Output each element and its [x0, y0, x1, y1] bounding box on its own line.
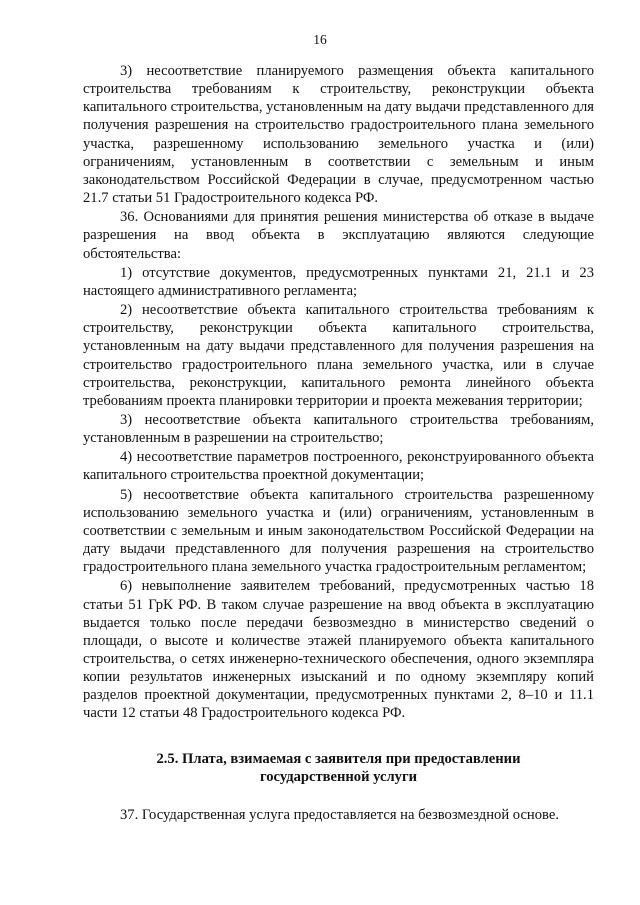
paragraph-item-6-requirements-part-18: 6) невыполнение заявителем требований, предусмотренных частью 18 статьи 51 ГрК РФ. В таком случае разрешение на ввод объекта в эксплуатацию выдается только после передачи безвозмездно в министерство сведений о площади, о высоте и количестве этажей планируемого объекта капитального строительства, о сетях инженерно-технического обеспечения, одного экземпляра копии результатов инженерных изысканий и по одному экземпляру копий разделов проектной документации, предусмотренных пунктами 2, 8–10 и 11.1 части 12 статьи 48 Градостроительного кодекса РФ. — [83, 578, 594, 722]
paragraph-item-3-noncompliance-permit: 3) несоответствие объекта капитального строительства требованиям, установленным в разрешении на строительство; — [83, 411, 594, 447]
paragraph-item-3-planned-placement: 3) несоответствие планируемого размещения объекта капитального строительства требованиям к строительству, реконструкции объекта капитального строительства, установленным на дату выдачи представленного для получения разрешения на строительство градостроительного плана земельного участка, разрешенному использованию земельного участка и (или) ограничениям, установленным в соответствии с земельным и иным законодательством Российской Федерации в случае, предусмотренном частью 21.7 статьи 51 Градостроительного кодекса РФ. — [83, 63, 594, 207]
paragraph-36-refusal-grounds: 36. Основаниями для принятия решения министерства об отказе в выдаче разрешения на ввод объекта в эксплуатацию являются следующие обстоятельства: — [83, 209, 594, 262]
paragraph-item-4-parameters: 4) несоответствие параметров построенного, реконструированного объекта капитального строительства проектной документации; — [83, 449, 594, 484]
paragraph-37-free-of-charge: 37. Государственная услуга предоставляется на безвозмездной основе. — [120, 806, 559, 823]
section-heading — [83, 750, 594, 787]
document-body — [83, 62, 594, 824]
section-heading-line-2: государственной услуги — [259, 769, 418, 786]
paragraph-item-2-noncompliance-requirements: 2) несоответствие объекта капитального строительства требованиям к строительству, реконструкции объекта капитального строительства, установленным на дату выдачи представленного для получения разрешения на строительство градостроительного плана земельного участка, или в случае строительства, реконструкции, капитального ремонта линейного объекта требованиям проекта планировки территории и проекта межевания территории; — [83, 302, 594, 409]
paragraph-item-5-permitted-use: 5) несоответствие объекта капитального строительства разрешенному использованию земельного участка и (или) ограничениям, установленным в соответствии с земельным и иным законодательством Российской Федерации на дату выдачи представленного для получения разрешения на строительство градостроительного плана земельного участка градостроительным регламентом; — [83, 486, 594, 576]
paragraph-item-1-missing-documents: 1) отсутствие документов, предусмотренных пунктами 21, 21.1 и 23 настоящего административного регламента; — [83, 264, 594, 299]
page-number: 16 — [313, 32, 327, 47]
section-heading-line-1: 2.5. Плата, взимаемая с заявителя при предоставлении — [156, 750, 521, 767]
